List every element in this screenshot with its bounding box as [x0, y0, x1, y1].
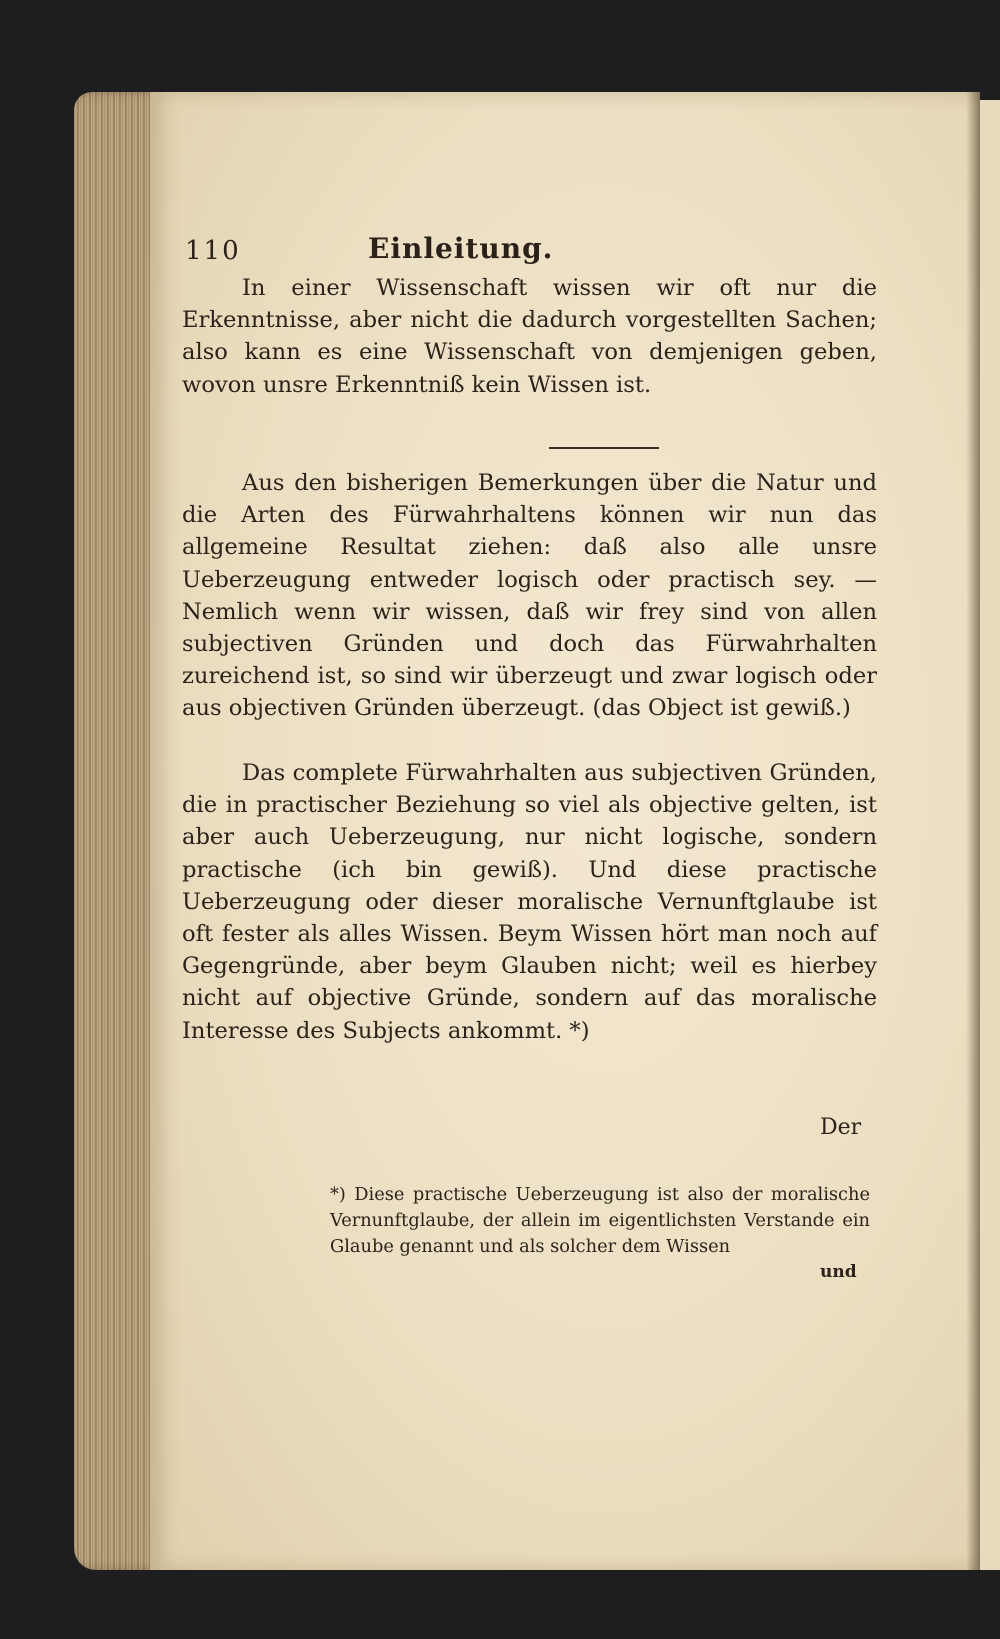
paragraph-1 [182, 272, 877, 401]
facing-page-edge [980, 100, 1000, 1570]
running-title: Einleitung. [368, 232, 554, 265]
paragraph-text: Das complete Fürwahrhalten aus subjectiven Gründen, die in practischer Beziehung so viel als objective gelten, ist aber auch Ueberzeugung, nur nicht logische, sondern practische (ich bin gewiß). Und diese practische Ueberzeugung oder dieser moralische Vernunftglaube ist oft fester als alles Wissen. Beym Wissen hört man noch auf Gegengründe, aber beym Glauben nicht; weil es hierbey nicht auf objective Gründe, sondern auf das moralische Interesse des Subjects ankommt. *) [182, 760, 877, 1044]
page-number: 110 [185, 236, 241, 266]
catchword: Der [820, 1115, 862, 1140]
page-header [185, 232, 685, 272]
paragraph-2 [182, 467, 877, 725]
paragraph-3 [182, 757, 877, 1047]
page-gutter [966, 92, 980, 1570]
footnote-catchword: und [820, 1262, 857, 1282]
footnote-text: *) Diese practische Ueberzeugung ist also der moralische Vernunftglaube, der allein im eigentlichsten Verstande ein Glaube genannt und als solcher dem Wissen [330, 1184, 870, 1257]
paragraph-text: Aus den bisherigen Bemerkungen über die Natur und die Arten des Fürwahrhaltens können wir nun das allgemeine Resultat ziehen: daß also alle unsre Ueberzeugung entweder logisch oder practisch sey. — Nemlich wenn wir wissen, daß wir frey sind von allen subjectiven Gründen und doch das Fürwahrhalten zureichend ist, so sind wir überzeugt und zwar logisch oder aus objectiven Gründen überzeugt. (das Object ist gewiß.) [182, 470, 877, 722]
footnote [330, 1182, 870, 1260]
paragraph-text: In einer Wissenschaft wissen wir oft nur die Erkenntnisse, aber nicht die dadurch vorgestellten Sachen; also kann es eine Wissenschaft von demjenigen geben, wovon unsre Erkenntniß kein Wissen ist. [182, 275, 877, 398]
section-divider [549, 447, 659, 449]
